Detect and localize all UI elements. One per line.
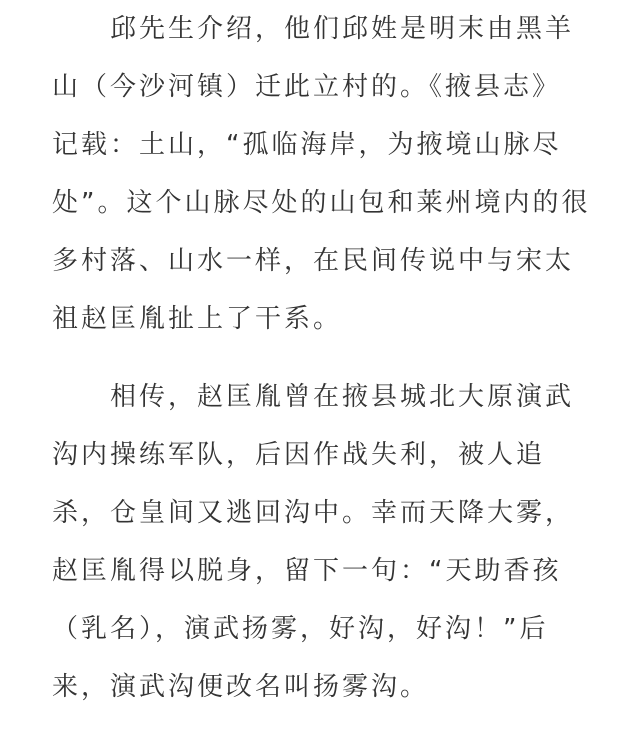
paragraph-legend-zhao-kuangyin xyxy=(52,368,592,716)
paragraph-line: 赵匡胤得以脱身，留下一句：“天助香孩 xyxy=(52,556,562,586)
paragraph-qiu-surname-origin xyxy=(52,0,592,348)
paragraph-line: 邱先生介绍，他们邱姓是明末由黑羊 xyxy=(52,14,575,44)
paragraph-line: 记载：土山，“孤临海岸，为掖境山脉尽 xyxy=(52,130,562,160)
paragraph-line: 来，演武沟便改名叫扬雾沟。 xyxy=(52,672,430,702)
paragraph-line: 祖赵匡胤扯上了干系。 xyxy=(52,304,343,334)
paragraph-line: 相传，赵匡胤曾在掖县城北大原演武 xyxy=(52,382,575,412)
paragraph-line: 沟内操练军队，后因作战失利，被人追 xyxy=(52,440,546,470)
paragraph-line: 多村落、山水一样，在民间传说中与宋太 xyxy=(52,246,575,276)
paragraph-line: （乳名），演武扬雾，好沟，好沟！”后 xyxy=(52,614,549,644)
paragraph-line: 杀，仓皇间又逃回沟中。幸而天降大雾， xyxy=(52,498,575,528)
paragraph-line: 山（今沙河镇）迁此立村的。《掖县志》 xyxy=(52,72,562,102)
paragraph-line: 处”。这个山脉尽处的山包和莱州境内的很 xyxy=(52,188,591,218)
